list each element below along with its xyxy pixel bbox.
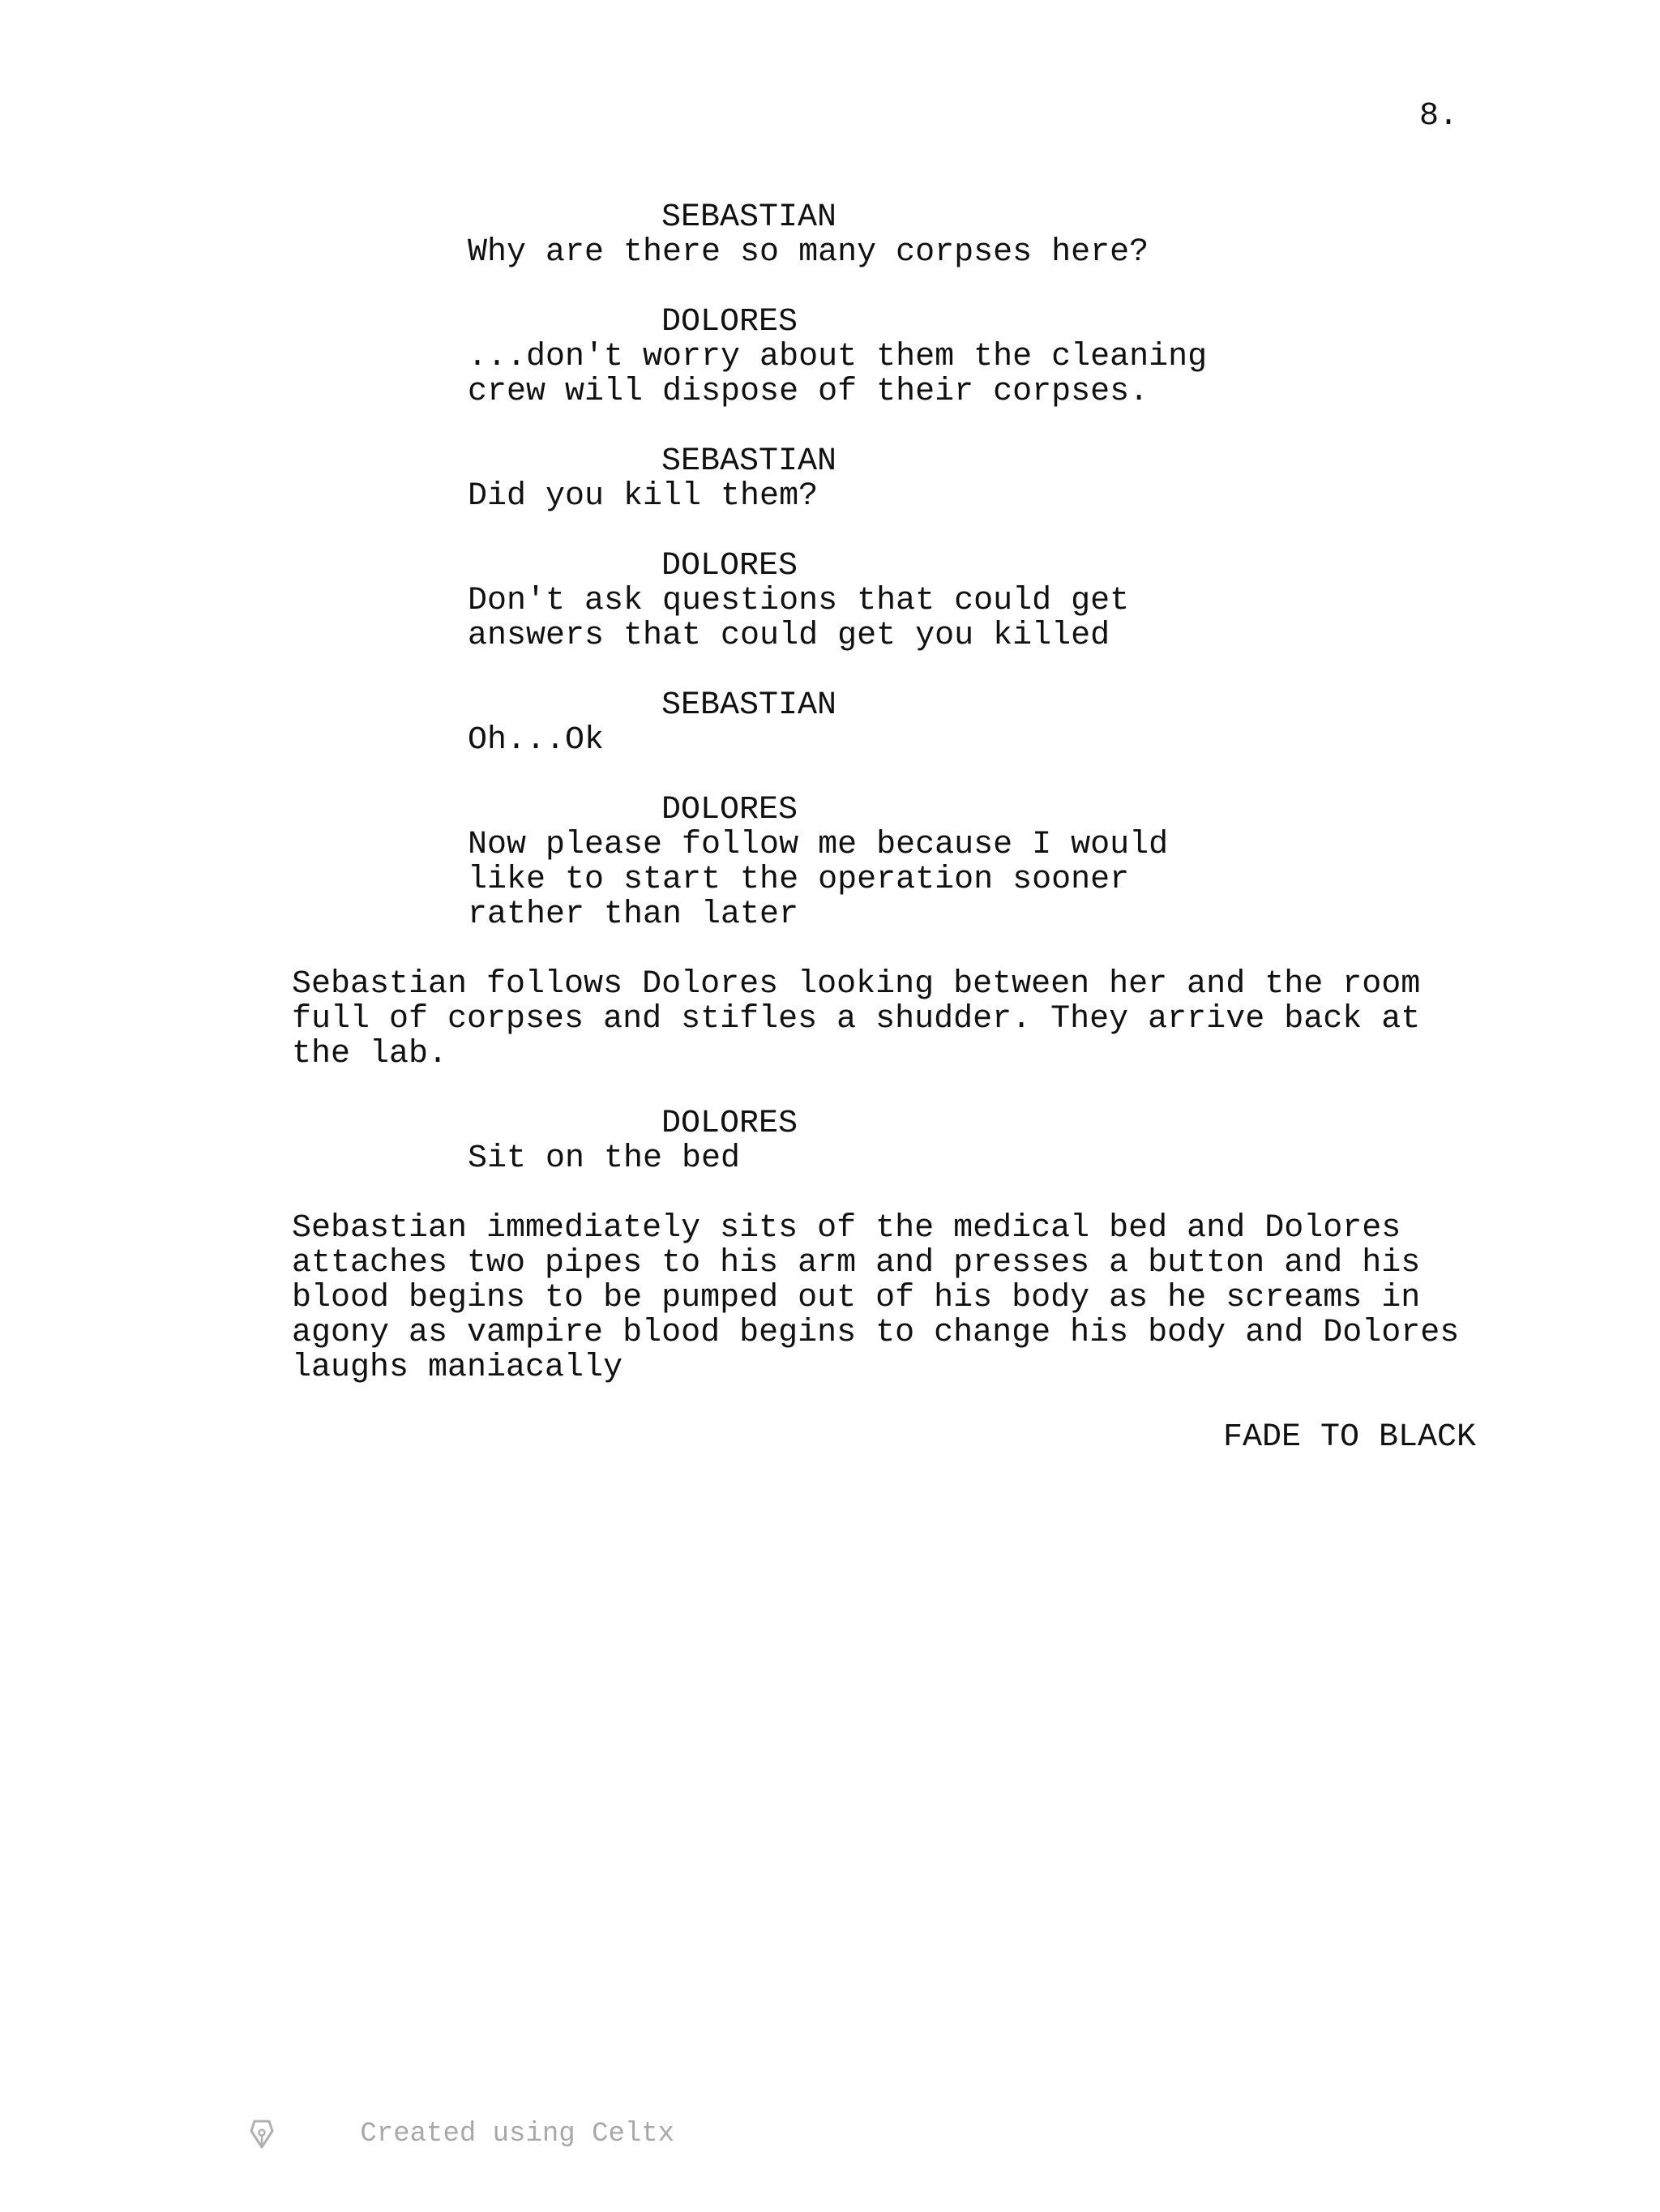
transition: FADE TO BLACK [1222, 1419, 1476, 1456]
dialogue-line: Why are there so many corpses here? [468, 234, 1149, 271]
character-name: DOLORES [661, 792, 798, 828]
action-line: Sebastian follows Dolores looking between her and the room [292, 966, 1421, 1003]
page-number: 8. [1419, 98, 1459, 135]
dialogue-line: Now please follow me because I would [468, 827, 1169, 863]
action-line: blood begins to be pumped out of his body as he screams in [292, 1280, 1421, 1316]
dialogue-line: Don't ask questions that could get [468, 583, 1130, 619]
dialogue-line: answers that could get you killed [468, 618, 1110, 654]
footer-text: Created using Celtx [360, 2119, 675, 2150]
action-line: the lab. [292, 1036, 448, 1072]
pen-nib-icon [250, 2056, 349, 2212]
character-name: DOLORES [661, 304, 798, 340]
action-line: agony as vampire blood begins to change his body and Dolores [292, 1315, 1460, 1351]
dialogue-line: rather than later [468, 896, 799, 933]
celtx-footer [250, 2056, 674, 2212]
action-line: laughs maniacally [292, 1350, 623, 1386]
action-line: full of corpses and stifles a shudder. They arrive back at [292, 1001, 1421, 1038]
dialogue-line: crew will dispose of their corpses. [468, 374, 1149, 410]
character-name: SEBASTIAN [661, 443, 837, 480]
character-name: DOLORES [661, 1106, 798, 1142]
dialogue-line: Did you kill them? [468, 478, 819, 515]
dialogue-line: ...don't worry about them the cleaning [468, 339, 1208, 375]
character-name: SEBASTIAN [661, 199, 837, 236]
character-name: DOLORES [661, 548, 798, 584]
dialogue-line: Oh...Ok [468, 722, 605, 759]
action-line: Sebastian immediately sits of the medical bed and Dolores [292, 1210, 1401, 1247]
dialogue-line: like to start the operation sooner [468, 862, 1130, 898]
character-name: SEBASTIAN [661, 687, 837, 724]
action-line: attaches two pipes to his arm and presses a button and his [292, 1245, 1421, 1281]
dialogue-line: Sit on the bed [468, 1140, 741, 1177]
